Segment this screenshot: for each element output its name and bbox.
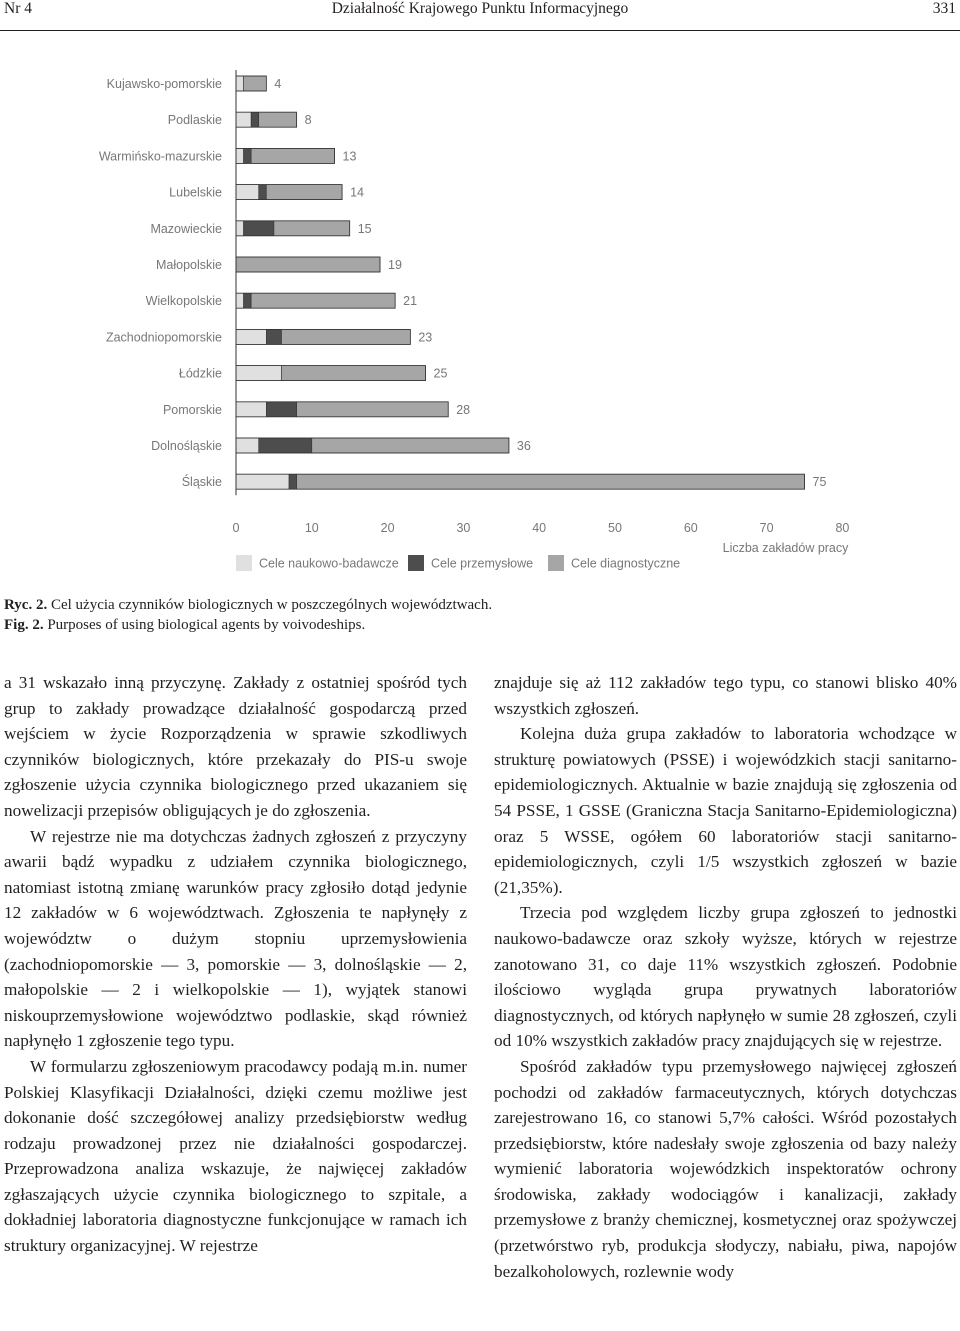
legend-label: Cele przemysłowe <box>431 556 534 571</box>
total-label: 19 <box>388 258 402 272</box>
bar-segment <box>251 148 334 163</box>
legend-swatch <box>408 555 424 571</box>
category-label: Pomorskie <box>162 402 222 417</box>
legend-swatch <box>548 555 564 571</box>
total-label: 23 <box>418 330 433 345</box>
bar-segment <box>266 329 281 344</box>
total-label: 4 <box>274 77 282 91</box>
stacked-bar-chart <box>0 60 960 580</box>
body-column-right <box>494 670 957 1284</box>
paragraph: W rejestrze nie ma dotychczas żadnych zgłoszeń z przyczyny awarii bądź wypadku z udziałem czynnika biologicznego, natomiast istotną zmianę warunków pracy zgłosiło dotąd jedynie 12 zakładów w 6 województwach. Zgłoszenia te napłynęły z województw o dużym stopniu uprzemysłowienia (zachodniopomorskie — 3, pomorskie — 3, dolnośląskie — 2, małopolskie — 2 i wielkopolskie — 1), wyjątek stanowi niskouprzemysłowione województwo podlaskie, skąd również napłynęło 1 zgłoszenie tego typu. <box>4 826 467 1051</box>
bar-segment <box>244 148 252 163</box>
paragraph: W formularzu zgłoszeniowym pracodawcy podają m.in. numer Polskiej Klasyfikacji Działalności, dzięki czemu możliwe jest dokonanie dość szczegółowej analizy przedsiębiorstw według rodzaju prowadzonej przez nie działalności gospodarczej. Przeprowadzona analiza wskazuje, że najwięcej zakładów zgłaszających użycie czynnika biologicznego to szpitale, a dokładniej laboratoria diagnostyczne funkcjonujące w ramach ich struktury organizacyjnej. W rejestrze <box>4 1056 467 1256</box>
running-header <box>0 0 960 30</box>
total-label: 14 <box>350 185 365 200</box>
caption-polish <box>4 595 492 615</box>
category-label: Łódzkie <box>178 366 222 381</box>
bar-segment <box>259 112 297 127</box>
bar-segment <box>259 438 312 453</box>
x-tick-label: 60 <box>683 521 698 535</box>
running-title: Działalność Krajowego Punktu Informacyjnego <box>331 0 629 17</box>
figure-captions <box>4 595 492 635</box>
total-label: 8 <box>304 113 312 128</box>
caption-english <box>4 615 492 635</box>
category-label: Warmińsko-mazurskie <box>98 149 222 164</box>
total-label: 36 <box>516 439 531 453</box>
total-label: 28 <box>456 402 471 417</box>
category-label: Lubelskie <box>169 185 222 200</box>
bar-segment <box>236 148 244 163</box>
paragraph: Kolejna duża grupa zakładów to laboratoria wchodzące w strukturę powiatowych (PSSE) i wojewódzkich stacji sanitarno-epidemiologicznych. Aktualnie w bazie znajdują się zgłoszenia od 54 PSSE, 1 GSSE (Graniczna Stacja Sanitarno-Epidemiologiczna) oraz 5 WSSE, ogółem 60 laboratoriów stacji sanitarno-epidemiologicznych, czyli 1/5 wszystkich zgłoszeń w bazie (21,35%). <box>494 724 957 897</box>
caption-polish-label: Ryc. 2. <box>4 597 48 613</box>
paragraph: Spośród zakładów typu przemysłowego najwięcej zgłoszeń pochodzi od zakładów farmaceutycznych, których dotychczas zarejestrowano 16, co stanowi 5,7% całości. Wśród pozostałych przedsiębiorstw, które nadesłały swoje zgłoszenia od bazy należy wymienić laboratoria wojewódzkich inspektoratów ochrony środowiska, zakłady wodociągów i kanalizacji, zakłady przemysłowe z branży chemicznej, kosmetycznej oraz spożywczej (przetwórstwo ryb, produkcja słodyczy, nabiału, piwa, napojów bezalkoholowych, rozlewnie wody <box>494 1056 957 1281</box>
bar-segment <box>281 329 410 344</box>
bar-segment <box>236 438 259 453</box>
total-label: 25 <box>433 366 448 381</box>
x-axis-label: Liczba zakładów pracy <box>722 541 849 555</box>
total-label: 75 <box>812 475 827 490</box>
bar-segment <box>259 185 267 200</box>
bar-segment <box>266 185 342 200</box>
category-label: Kujawsko-pomorskie <box>106 77 222 91</box>
bar-segment <box>236 402 266 417</box>
bar-segment <box>251 112 259 127</box>
bar-segment <box>266 402 296 417</box>
category-label: Małopolskie <box>155 258 222 272</box>
x-tick-label: 20 <box>380 521 395 535</box>
bar-segment <box>274 221 350 236</box>
category-label: Mazowieckie <box>150 221 222 236</box>
paragraph: Trzecia pod względem liczby grupa zgłoszeń to jednostki naukowo-badawcze oraz szkoły wyższe, których w rejestrze zanotowano 31, co daje 11% wszystkich zgłoszeń. Podobnie ilościowo wygląda grupa prywatnych laboratoriów diagnostycznych, od których napłynęło w sumie 28 zgłoszeń, czyli od 10% wszystkich zakładów pracy znajdujących się w rejestrze. <box>494 903 957 1051</box>
header-rule <box>0 30 960 31</box>
x-tick-label: 30 <box>456 521 471 535</box>
bar-segment <box>297 402 449 417</box>
bar-segment <box>236 329 266 344</box>
bar-segment <box>236 257 380 272</box>
bar-segment <box>312 438 509 453</box>
bar-segment <box>236 76 244 91</box>
total-label: 15 <box>357 221 372 236</box>
total-label: 21 <box>403 294 418 309</box>
bar-segment <box>251 293 395 308</box>
bar-segment <box>244 293 252 308</box>
category-label: Śląskie <box>181 475 222 490</box>
body-column-left <box>4 670 467 1259</box>
category-label: Wielkopolskie <box>145 294 222 309</box>
bar-segment <box>236 221 244 236</box>
bar-segment <box>289 474 297 489</box>
bar-segment <box>236 185 259 200</box>
bar-segment <box>236 293 244 308</box>
bar-segment <box>297 474 805 489</box>
x-tick-label: 40 <box>532 521 547 535</box>
caption-english-text: Purposes of using biological agents by voivodeships. <box>43 617 366 633</box>
x-tick-label: 50 <box>608 521 622 535</box>
x-tick-label: 0 <box>232 521 240 535</box>
bar-segment <box>236 112 251 127</box>
bar-segment <box>236 474 289 489</box>
bar-segment <box>281 366 425 381</box>
page-number: 331 <box>932 0 956 17</box>
bar-segment <box>236 366 281 381</box>
x-tick-label: 80 <box>835 521 850 535</box>
caption-english-label: Fig. 2. <box>4 617 44 633</box>
category-label: Dolnośląskie <box>151 439 222 453</box>
x-tick-label: 70 <box>759 521 774 535</box>
paragraph: a 31 wskazało inną przyczynę. Zakłady z ostatniej spośród tych grup to zakłady prowadzące działalność gospodarczą przed wejściem w życie Rozporządzenia w sprawie szkodliwych czynników biologicznych, które przekazały do PIS-u swoje zgłoszenie użycia czynnika biologicznego przed ukazaniem się nowelizacji przepisów obligujących je do zgłoszenia. <box>4 673 467 820</box>
category-label: Podlaskie <box>167 113 222 128</box>
x-tick-label: 10 <box>304 521 319 535</box>
bar-segment <box>244 76 267 91</box>
legend-swatch <box>236 555 252 571</box>
total-label: 13 <box>342 149 357 164</box>
legend-label: Cele diagnostyczne <box>571 556 681 571</box>
paragraph: znajduje się aż 112 zakładów tego typu, co stanowi blisko 40% wszystkich zgłoszeń. <box>494 673 957 718</box>
category-label: Zachodniopomorskie <box>105 330 222 345</box>
legend-label: Cele naukowo-badawcze <box>259 556 399 571</box>
caption-polish-text: Cel użycia czynników biologicznych w poszczególnych województwach. <box>47 597 493 613</box>
bar-segment <box>244 221 274 236</box>
issue-number: Nr 4 <box>4 0 32 17</box>
